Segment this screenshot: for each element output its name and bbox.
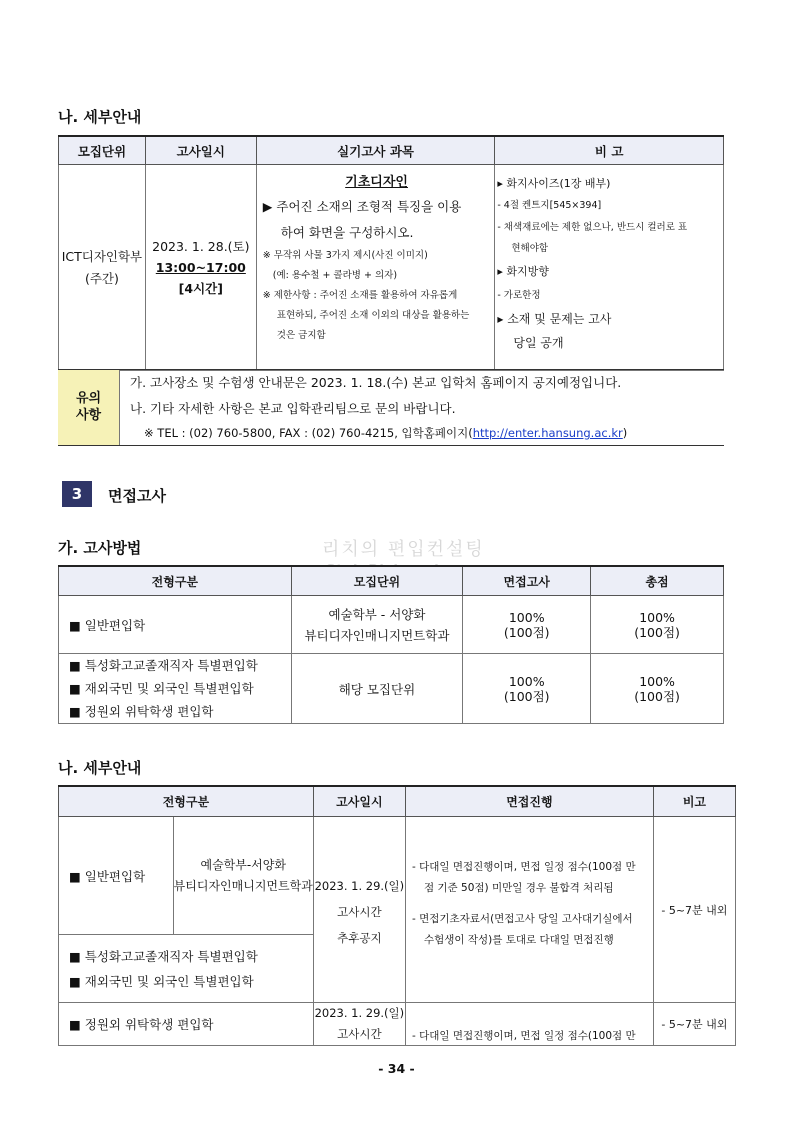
admission-homepage-link[interactable]: http://enter.hansung.ac.kr <box>472 426 623 440</box>
type-general: ■ 일반편입학 <box>59 596 292 654</box>
subject-instruction-1: ▶ 주어진 소재의 조형적 특징을 이용 <box>262 199 462 214</box>
type-special-cell <box>59 654 292 724</box>
type-special-1: ■ 특성화고교졸재직자 특별편입학 <box>69 658 258 673</box>
type-special-2: ■ 재외국민 및 외국인 특별편입학 <box>69 973 254 989</box>
unit-line-1: 예술학부 - 서양화 <box>328 606 426 622</box>
process-line: - 면접기초자료서(면접고사 당일 고사대기실에서 <box>411 913 633 925</box>
interview-percent: 100% <box>508 609 545 625</box>
watermark-text: 리치의 편입컨설팅 <box>322 539 485 560</box>
exam-time: 13:00~17:00 <box>155 260 246 275</box>
exam-time-label: 고사시간 <box>337 905 382 919</box>
total-score: (100점) <box>634 624 680 640</box>
remark-cell: - 5~7분 내외 <box>653 1003 735 1046</box>
subject-title: 기초디자인 <box>345 175 408 190</box>
notice-contact <box>144 425 627 441</box>
section-title-interview: 면접고사 <box>108 487 166 505</box>
header-interview: 면접고사 <box>463 566 591 596</box>
header-subject: 실기고사 과목 <box>256 136 495 165</box>
subject-note-2a: ※ 제한사항 : 주어진 소재를 활용하여 자유롭게 <box>262 290 458 301</box>
unit-session: (주간) <box>84 270 119 286</box>
header-remarks: 비 고 <box>495 136 724 165</box>
unit-cell: 해당 모집단위 <box>291 654 463 724</box>
interview-cell <box>463 654 591 724</box>
unit-line-1: 예술학부-서양화 <box>200 857 286 872</box>
unit-cell <box>291 596 463 654</box>
subject-instruction-2: 하여 화면을 구성하시오. <box>280 225 414 240</box>
total-percent: 100% <box>639 609 675 625</box>
notice-label-1: 유의 <box>75 391 102 406</box>
header-type: 전형구분 <box>59 786 314 817</box>
interview-percent: 100% <box>508 673 545 689</box>
table-row <box>59 596 724 654</box>
type-special-2: ■ 재외국민 및 외국인 특별편입학 <box>69 681 254 696</box>
type-general: ■ 일반편입학 <box>59 817 174 935</box>
type-special-1: ■ 특성화고교졸재직자 특별편입학 <box>69 948 258 964</box>
notice-label-2: 사항 <box>75 408 102 423</box>
contact-end: ) <box>622 426 628 440</box>
exam-date: 2023. 1. 29.(일) <box>314 879 405 893</box>
table-row <box>59 817 736 935</box>
header-date: 고사일시 <box>145 136 256 165</box>
date-cell <box>313 1003 405 1046</box>
total-cell <box>591 596 724 654</box>
header-type: 전형구분 <box>59 566 292 596</box>
total-cell <box>591 654 724 724</box>
date-cell <box>313 817 405 1003</box>
notice-line-2: 나. 기타 자세한 사항은 본교 입학관리팀으로 문의 바랍니다. <box>130 401 456 416</box>
remarks-cell <box>495 165 724 371</box>
interview-score: (100점) <box>503 688 550 704</box>
notice-line-1: 가. 고사장소 및 수험생 안내문은 2023. 1. 18.(수) 본교 입학처 홈페이지 공지예정입니다. <box>130 375 622 390</box>
remark-line: - 가로한정 <box>497 290 541 301</box>
header-date: 고사일시 <box>313 786 405 817</box>
process-cell <box>405 817 653 1003</box>
unit-name: ICT디자인학부 <box>61 248 143 264</box>
subject-note-1a: ※ 무작위 사물 3가지 제시(사진 이미지) <box>262 250 428 261</box>
contact-text: ※ TEL : (02) 760-5800, FAX : (02) 760-4215, 입학홈페이지( <box>144 426 473 440</box>
exam-date: 2023. 1. 29.(일) <box>314 1006 405 1020</box>
header-remark: 비고 <box>653 786 735 817</box>
subject-note-2c: 것은 금지함 <box>276 330 326 341</box>
page-number: - 34 - <box>378 1061 415 1076</box>
interview-detail-table <box>58 785 736 1046</box>
remark-line: ▸ 화지사이즈(1장 배부) <box>497 177 611 190</box>
process-line: 수험생이 작성)를 토대로 다대일 면접진행 <box>423 934 614 946</box>
type-special-3: ■ 정원외 위탁학생 편입학 <box>69 704 214 719</box>
table-row <box>59 654 724 724</box>
remark-line: - 채색재료에는 제한 없으나, 반드시 컬러로 표 <box>497 222 688 233</box>
interview-cell <box>463 596 591 654</box>
unit-cell <box>59 165 146 371</box>
header-process: 면접진행 <box>405 786 653 817</box>
section-title-detail-2: 나. 세부안내 <box>58 759 142 777</box>
remark-line: - 4절 켄트지[545×394] <box>497 200 602 211</box>
remark-line: ▸ 화지방향 <box>497 265 549 278</box>
process-line: - 다대일 면접진행이며, 면접 일정 점수(100점 만 <box>411 861 636 873</box>
exam-time-value: 추후공지 <box>337 931 382 945</box>
total-percent: 100% <box>639 673 675 689</box>
notice-label-box <box>58 370 120 445</box>
section-number: 3 <box>62 481 92 507</box>
subject-note-2b: 표현하되, 주어진 소재 이외의 대상을 활용하는 <box>276 310 470 321</box>
section-title-method: 가. 고사방법 <box>58 539 142 557</box>
header-unit: 모집단위 <box>291 566 463 596</box>
interview-score: (100점) <box>503 624 550 640</box>
subject-cell <box>256 165 495 371</box>
unit-line-2: 뷰티디자인매니지먼트학과 <box>173 878 313 893</box>
process-line: - 다대일 면접진행이며, 면접 일정 점수(100점 만 <box>405 1003 653 1046</box>
type-consigned: ■ 정원외 위탁학생 편입학 <box>59 1003 314 1046</box>
type-special-cell <box>59 935 314 1003</box>
table-row <box>59 1003 736 1046</box>
unit-cell <box>173 817 313 935</box>
notice-box <box>58 369 724 446</box>
remark-line: ▸ 소재 및 문제는 고사 <box>497 312 612 326</box>
exam-time-label: 고사시간 <box>337 1027 382 1041</box>
exam-date: 2023. 1. 28.(토) <box>152 239 250 254</box>
total-score: (100점) <box>634 688 680 704</box>
header-unit: 모집단위 <box>59 136 146 165</box>
remark-line: 현해야함 <box>511 243 549 254</box>
interview-method-table <box>58 565 724 724</box>
unit-line-2: 뷰티디자인매니지먼트학과 <box>304 627 450 643</box>
exam-duration: [4시간] <box>178 281 223 296</box>
date-cell <box>145 165 256 371</box>
process-line: 점 기준 50점) 미만일 경우 불합격 처리됨 <box>423 882 614 894</box>
practical-exam-table <box>58 135 724 371</box>
remark-cell: - 5~7분 내외 <box>653 817 735 1003</box>
subject-note-1b: (예: 용수철 + 콜라병 + 의자) <box>272 270 398 281</box>
section-title-detail-1: 나. 세부안내 <box>58 108 142 126</box>
remark-line: 당일 공개 <box>513 336 564 350</box>
header-total: 총점 <box>591 566 724 596</box>
